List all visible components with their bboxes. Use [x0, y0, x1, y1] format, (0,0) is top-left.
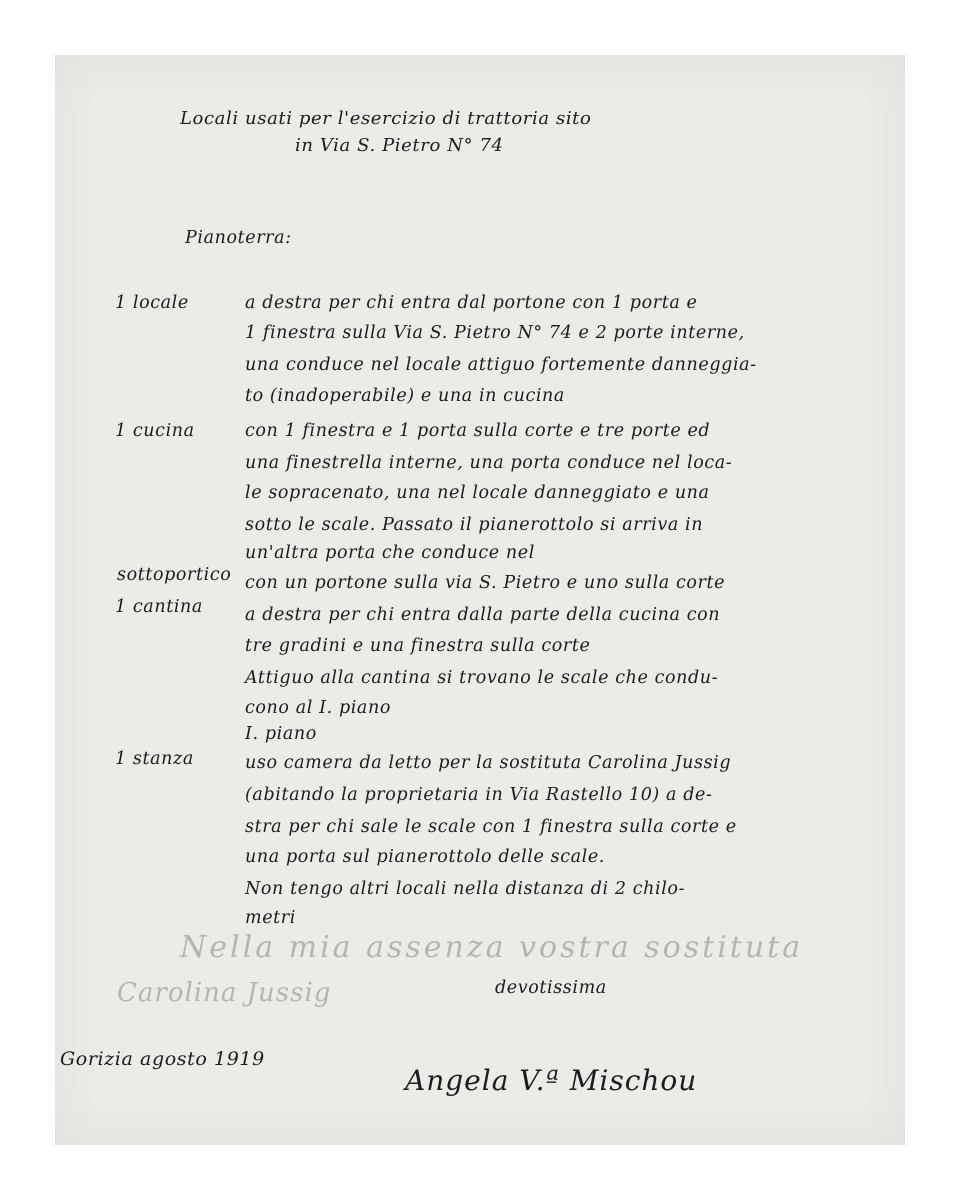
document-sheet	[55, 55, 905, 1145]
body-line: con 1 finestra e 1 porta sulla corte e tre porte ed	[245, 421, 711, 441]
body-line: stra per chi sale le scale con 1 finestra sulla corte e	[245, 817, 737, 837]
body-line: Attiguo alla cantina si trovano le scale che condu-	[245, 668, 719, 688]
body-line: una conduce nel locale attiguo fortemente danneggia-	[245, 355, 757, 375]
body-line: to (inadoperabile) e una in cucina	[245, 386, 565, 406]
body-line: a destra per chi entra dal portone con 1 porta e	[245, 293, 698, 313]
section-heading-ground-floor: Pianoterra:	[185, 228, 292, 248]
body-line: un'altra porta che conduce nel	[245, 543, 535, 563]
label-cantina: 1 cantina	[115, 597, 203, 617]
body-line: (abitando la proprietaria in Via Rastello 10) a de-	[245, 785, 713, 805]
body-line: uso camera da letto per la sostituta Carolina Jussig	[245, 753, 732, 773]
signature: Angela V.ª Mischou	[405, 1064, 698, 1097]
body-line: una finestrella interne, una porta conduce nel loca-	[245, 453, 733, 473]
body-line: sotto le scale. Passato il pianerottolo si arriva in	[245, 515, 704, 535]
label-sottoportico: sottoportico	[117, 565, 232, 585]
body-line: Non tengo altri locali nella distanza di 2 chilo-	[245, 879, 686, 899]
label-cucina: 1 cucina	[115, 421, 195, 441]
label-locale: 1 locale	[115, 293, 189, 313]
label-stanza: 1 stanza	[115, 749, 194, 769]
closing-word: devotissima	[495, 978, 607, 998]
body-line: cono al I. piano	[245, 698, 391, 718]
body-line: 1 finestra sulla Via S. Pietro N° 74 e 2 porte interne,	[245, 323, 745, 343]
body-line: una porta sul pianerottolo delle scale.	[245, 847, 605, 867]
faint-pencil-name: Carolina Jussig	[117, 978, 332, 1008]
body-line-floor-heading: I. piano	[245, 724, 317, 744]
body-line: a destra per chi entra dalla parte della cucina con	[245, 605, 721, 625]
place-date: Gorizia agosto 1919	[60, 1048, 265, 1070]
body-line: le sopracenato, una nel locale danneggiato e una	[245, 483, 710, 503]
body-line: con un portone sulla via S. Pietro e uno sulla corte	[245, 573, 726, 593]
faint-pencil-note: Nella mia assenza vostra sostituta	[180, 930, 804, 965]
body-line: tre gradini e una finestra sulla corte	[245, 636, 591, 656]
document-title-line-1: Locali usati per l'esercizio di trattoria sito	[180, 108, 592, 129]
document-title-line-2: in Via S. Pietro N° 74	[295, 135, 504, 156]
body-line: metri	[245, 908, 296, 928]
